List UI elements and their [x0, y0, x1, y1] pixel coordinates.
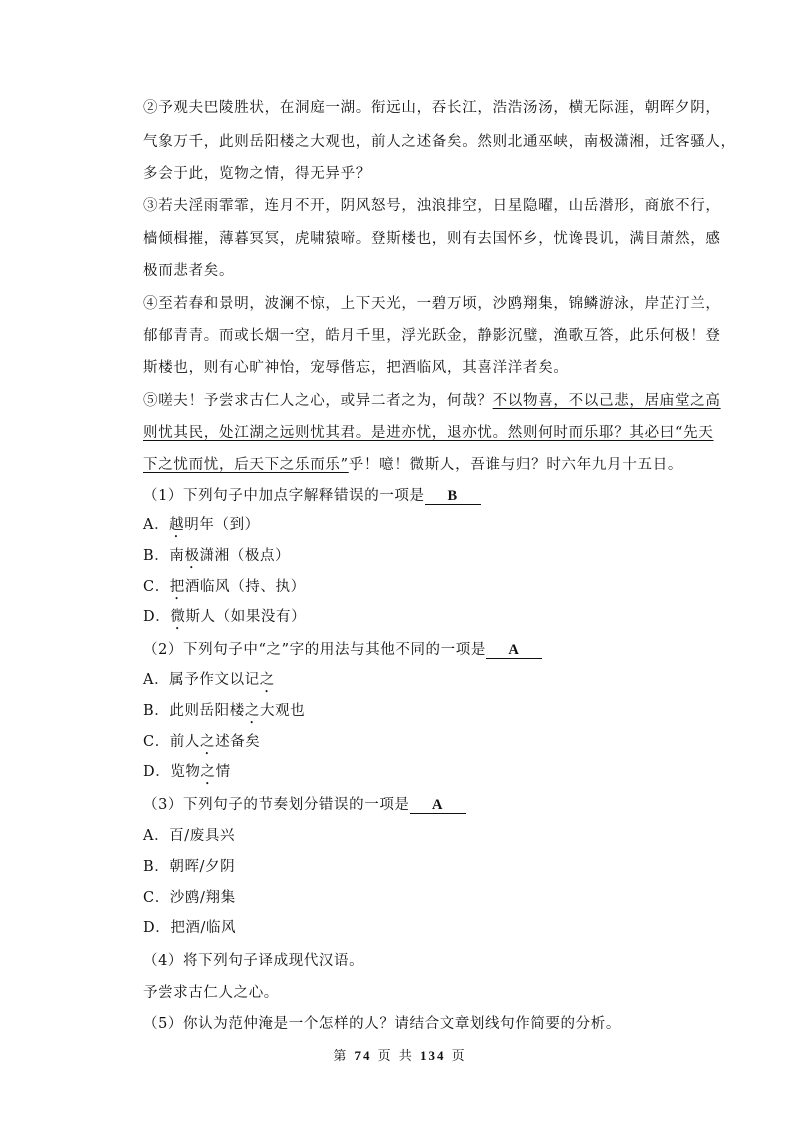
q1-option-a: [143, 515, 663, 541]
total-page-count: 134: [419, 1048, 446, 1063]
question-4-sentence: 予尝求古仁人之心。: [143, 985, 279, 1001]
option-label: B．: [143, 859, 170, 875]
q3-option-c: [143, 888, 663, 908]
q2-option-d: [143, 762, 663, 788]
question-2-text: （2）下列句子中“之”字的用法与其他不同的一项是: [143, 642, 486, 658]
dotted-char: 极: [184, 548, 200, 564]
option-text: 属予作文以记: [169, 672, 260, 688]
answer-blank-1: B: [425, 488, 481, 505]
question-4-stem: （4）将下列句子译成现代汉语。: [143, 953, 365, 969]
option-text: 南: [169, 548, 185, 564]
q2-option-a: [143, 670, 663, 696]
option-label: A．: [143, 672, 170, 688]
q2-option-b: [143, 701, 663, 727]
passage-p5-line2: [143, 423, 714, 443]
option-label: C．: [143, 734, 170, 750]
passage-p4-line1: ④至若春和景明，波澜不惊，上下天光，一碧万顷，沙鸥翔集，锦鳞游泳，岸芷汀兰，: [143, 296, 721, 312]
footer-text: 页 共: [377, 1049, 414, 1064]
passage-p4-line3: 斯楼也，则有心旷神怡，宠辱偕忘，把酒临风，其喜洋洋者矣。: [143, 360, 569, 376]
passage-p5-line1-plain: ⑤嗟夫！予尝求古仁人之心，或异二者之为，何哉？: [143, 393, 493, 409]
q3-option-a: [143, 826, 663, 846]
current-page-number: 74: [354, 1048, 372, 1063]
passage-p5-line3: [143, 455, 684, 475]
option-text: 百/废具兴: [169, 828, 236, 844]
passage-p3-line2: 樯倾楫摧，薄暮冥冥，虎啸猿啼。登斯楼也，则有去国怀乡，忧谗畏讥，满目萧然，感: [143, 231, 721, 247]
q3-option-b: [143, 857, 663, 877]
q2-option-c: [143, 732, 663, 758]
question-1-text: （1）下列句子中加点字解释错误的一项是: [143, 488, 425, 504]
option-text: 明年（到）: [184, 517, 260, 533]
footer-text: 页: [451, 1049, 467, 1064]
footer-text: 第: [333, 1049, 349, 1064]
dotted-char: 之: [244, 703, 260, 719]
option-text: 酒临风（持、执）: [184, 579, 306, 595]
passage-p5-line3-plain: 乎！噫！微斯人，吾谁与归？时六年九月十五日。: [348, 457, 684, 473]
passage-p5-line1: [143, 391, 721, 411]
dotted-char: 把: [169, 579, 185, 595]
question-2-stem: [143, 640, 663, 660]
option-text: 前人: [169, 734, 200, 750]
dotted-char: 之: [259, 672, 275, 688]
option-label: D．: [143, 764, 171, 780]
passage-p3-line3: 极而悲者矣。: [143, 263, 235, 279]
page-footer: [0, 1045, 800, 1064]
option-label: B．: [143, 703, 170, 719]
q1-option-c: [143, 577, 663, 603]
question-3-stem: [143, 795, 663, 815]
question-3-text: （3）下列句子的节奏划分错误的一项是: [143, 797, 410, 813]
option-label: A．: [143, 517, 170, 533]
option-label: C．: [143, 890, 170, 906]
underlined-sentence: 不以物喜，不以己悲，居庙堂之高: [492, 393, 721, 409]
passage-p3-line1: ③若夫淫雨霏霏，连月不开，阴风怒号，浊浪排空，日星隐曜，山岳潜形，商旅不行，: [143, 198, 721, 214]
option-text: 大观也: [259, 703, 306, 719]
option-label: D．: [143, 920, 171, 936]
option-label: C．: [143, 579, 170, 595]
q1-option-b: [143, 546, 663, 572]
option-text: 潇湘（极点）: [199, 548, 291, 564]
option-label: D．: [143, 609, 171, 625]
option-text: 览物: [170, 764, 201, 780]
dotted-char: 微: [170, 609, 186, 625]
answer-blank-3: A: [410, 797, 466, 814]
answer-blank-2: A: [486, 642, 542, 659]
dotted-char: 越: [169, 517, 185, 533]
dotted-char: 之: [200, 734, 216, 750]
underlined-sentence: 则忧其民，处江湖之远则忧其君。是进亦忧，退亦忧。然则何时而乐耶？其必曰“先天: [143, 425, 714, 441]
passage-p4-line2: 郁郁青青。而或长烟一空，皓月千里，浮光跃金，静影沉璧，渔歌互答，此乐何极！登: [143, 328, 721, 344]
q1-option-d: [143, 607, 663, 633]
question-5-stem: （5）你认为范仲淹是一个怎样的人？请结合文章划线句作简要的分析。: [143, 1016, 621, 1032]
option-text: 情: [215, 764, 231, 780]
option-text: 此则岳阳楼: [169, 703, 245, 719]
option-text: 把酒/临风: [170, 920, 237, 936]
dotted-char: 之: [200, 764, 216, 780]
option-label: A．: [143, 828, 170, 844]
underlined-sentence: 下之忧而忧，后天下之乐而乐”: [143, 457, 349, 473]
option-label: B．: [143, 548, 170, 564]
option-text: 沙鸥/翔集: [169, 890, 236, 906]
option-text: 朝晖/夕阴: [169, 859, 236, 875]
passage-p2-line1: ②予观夫巴陵胜状，在洞庭一湖。衔远山，吞长江，浩浩汤汤，横无际涯，朝晖夕阴，: [143, 100, 721, 116]
q3-option-d: [143, 918, 663, 938]
option-text: 述备矣: [215, 734, 261, 750]
passage-p2-line2: 气象万千，此则岳阳楼之大观也，前人之述备矣。然则北通巫峡，南极潇湘，迁客骚人，: [143, 134, 736, 150]
option-text: 斯人（如果没有）: [185, 609, 307, 625]
passage-p2-line3: 多会于此，览物之情，得无异乎？: [143, 166, 371, 182]
question-1-stem: [143, 486, 663, 506]
